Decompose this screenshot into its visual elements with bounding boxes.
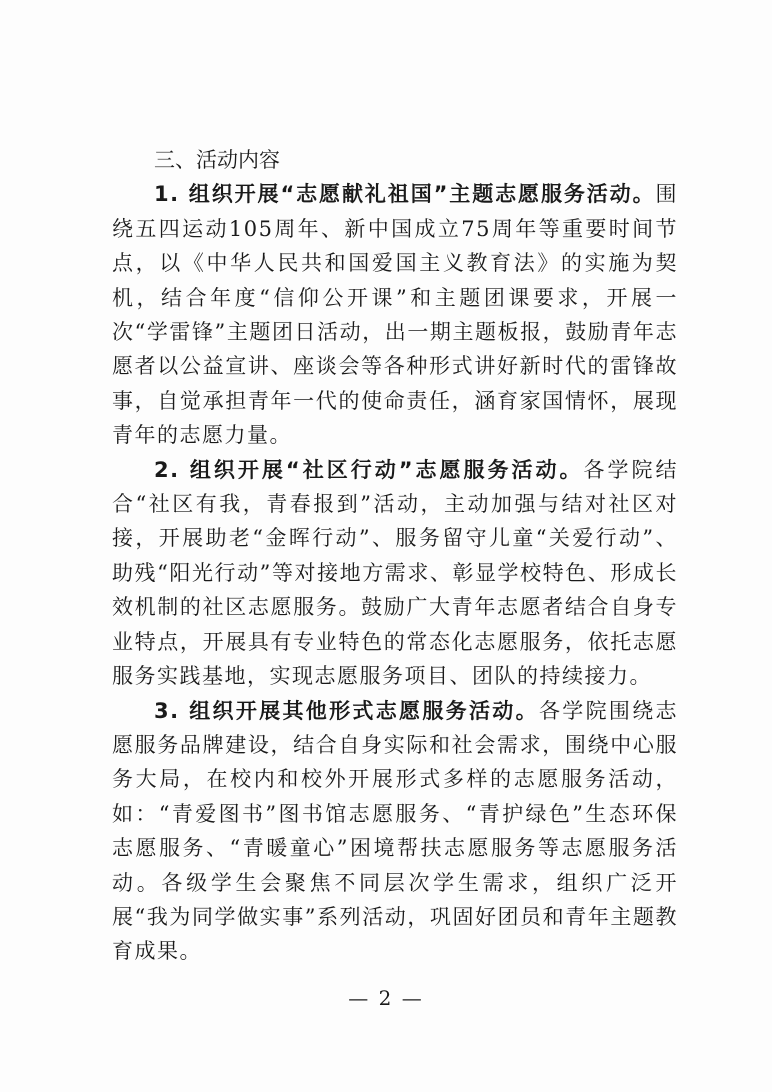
paragraph-3-body: 各学院围绕志愿服务品牌建设，结合自身实际和社会需求，围绕中心服务大局，在校内和校外开展形式多样的志愿服务活动，如：“青爱图书”图书馆志愿服务、“青护绿色”生态环保志愿服务、“青暖童心”困境帮扶志愿服务等志愿服务活动。各级学生会聚焦不同层次学生需求，组织广泛开展“我为同学做实事”系列活动，巩固好团员和青年主题教育成果。 <box>112 698 679 964</box>
document-body <box>112 143 678 969</box>
page-number: — 2 — <box>348 986 424 1010</box>
paragraph-1 <box>112 177 678 452</box>
paragraph-3-lead: 3. 组织开展其他形式志愿服务活动。 <box>154 698 539 723</box>
paragraph-3 <box>112 694 678 969</box>
paragraph-2 <box>112 453 678 694</box>
paragraph-1-body: 围绕五四运动105周年、新中国成立75周年等重要时间节点，以《中华人民共和国爱国主义教育法》的实施为契机，结合年度“信仰公开课”和主题团课要求，开展一次“学雷锋”主题团日活动，出一期主题板报，鼓励青年志愿者以公益宣讲、座谈会等各种形式讲好新时代的雷锋故事，自觉承担青年一代的使命责任，涵育家国情怀，展现青年的志愿力量。 <box>112 182 678 448</box>
paragraph-1-lead: 1. 组织开展“志愿献礼祖国”主题志愿服务活动。 <box>154 182 656 207</box>
paragraph-2-body: 各学院结合“社区有我，青春报到”活动，主动加强与结对社区对接，开展助老“金晖行动”、服务留守儿童“关爱行动”、助残“阳光行动”等对接地方需求、彰显学校特色、形成长效机制的社区志愿服务。鼓励广大青年志愿者结合自身专业特点，开展具有专业特色的常态化志愿服务，依托志愿服务实践基地，实现志愿服务项目、团队的持续接力。 <box>112 457 678 689</box>
paragraph-2-lead: 2. 组织开展“社区行动”志愿服务活动。 <box>154 457 584 482</box>
section-heading: 三、活动内容 <box>154 148 280 172</box>
